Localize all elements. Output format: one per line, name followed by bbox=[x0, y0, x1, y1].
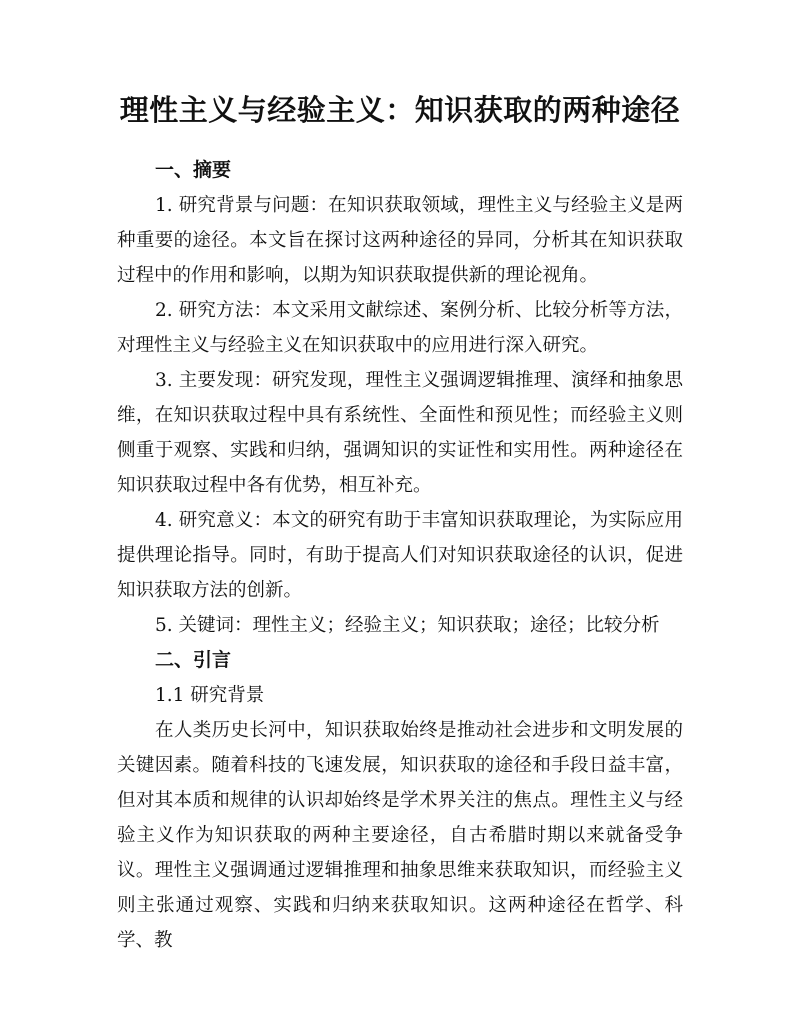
introduction-paragraph: 在人类历史长河中，知识获取始终是推动社会进步和文明发展的关键因素。随着科技的飞速发展，知识获取的途径和手段日益丰富，但对其本质和规律的认识却始终是学术界关注的焦点。理性主义与经验主义作为知识获取的两种主要途径，自古希腊时期以来就备受争议。理性主义强调通过逻辑推理和抽象思维来获取知识，而经验主义则主张通过观察、实践和归纳来获取知识。这两种途径在哲学、科学、教 bbox=[117, 720, 683, 951]
section-heading-abstract: 一、摘要 bbox=[155, 159, 232, 181]
abstract-paragraph-keywords: 5. 关键词：理性主义；经验主义；知识获取；途径；比较分析 bbox=[155, 615, 660, 636]
abstract-paragraph-methods: 2. 研究方法：本文采用文献综述、案例分析、比较分析等方法，对理性主义与经验主义在知识获取中的应用进行深入研究。 bbox=[117, 300, 683, 356]
abstract-paragraph-findings: 3. 主要发现：研究发现，理性主义强调逻辑推理、演绎和抽象思维，在知识获取过程中具有系统性、全面性和预见性；而经验主义则侧重于观察、实践和归纳，强调知识的实证性和实用性。两种途径在知识获取过程中各有优势，相互补充。 bbox=[117, 370, 683, 496]
document-title: 理性主义与经验主义：知识获取的两种途径 bbox=[119, 93, 681, 127]
abstract-paragraph-background: 1. 研究背景与问题：在知识获取领域，理性主义与经验主义是两种重要的途径。本文旨在探讨这两种途径的异同，分析其在知识获取过程中的作用和影响，以期为知识获取提供新的理论视角。 bbox=[117, 195, 683, 286]
section-heading-introduction: 二、引言 bbox=[155, 649, 232, 671]
subsection-heading-background: 1.1 研究背景 bbox=[155, 685, 265, 706]
abstract-paragraph-significance: 4. 研究意义：本文的研究有助于丰富知识获取理论，为实际应用提供理论指导。同时，有助于提高人们对知识获取途径的认识，促进知识获取方法的创新。 bbox=[117, 510, 683, 601]
